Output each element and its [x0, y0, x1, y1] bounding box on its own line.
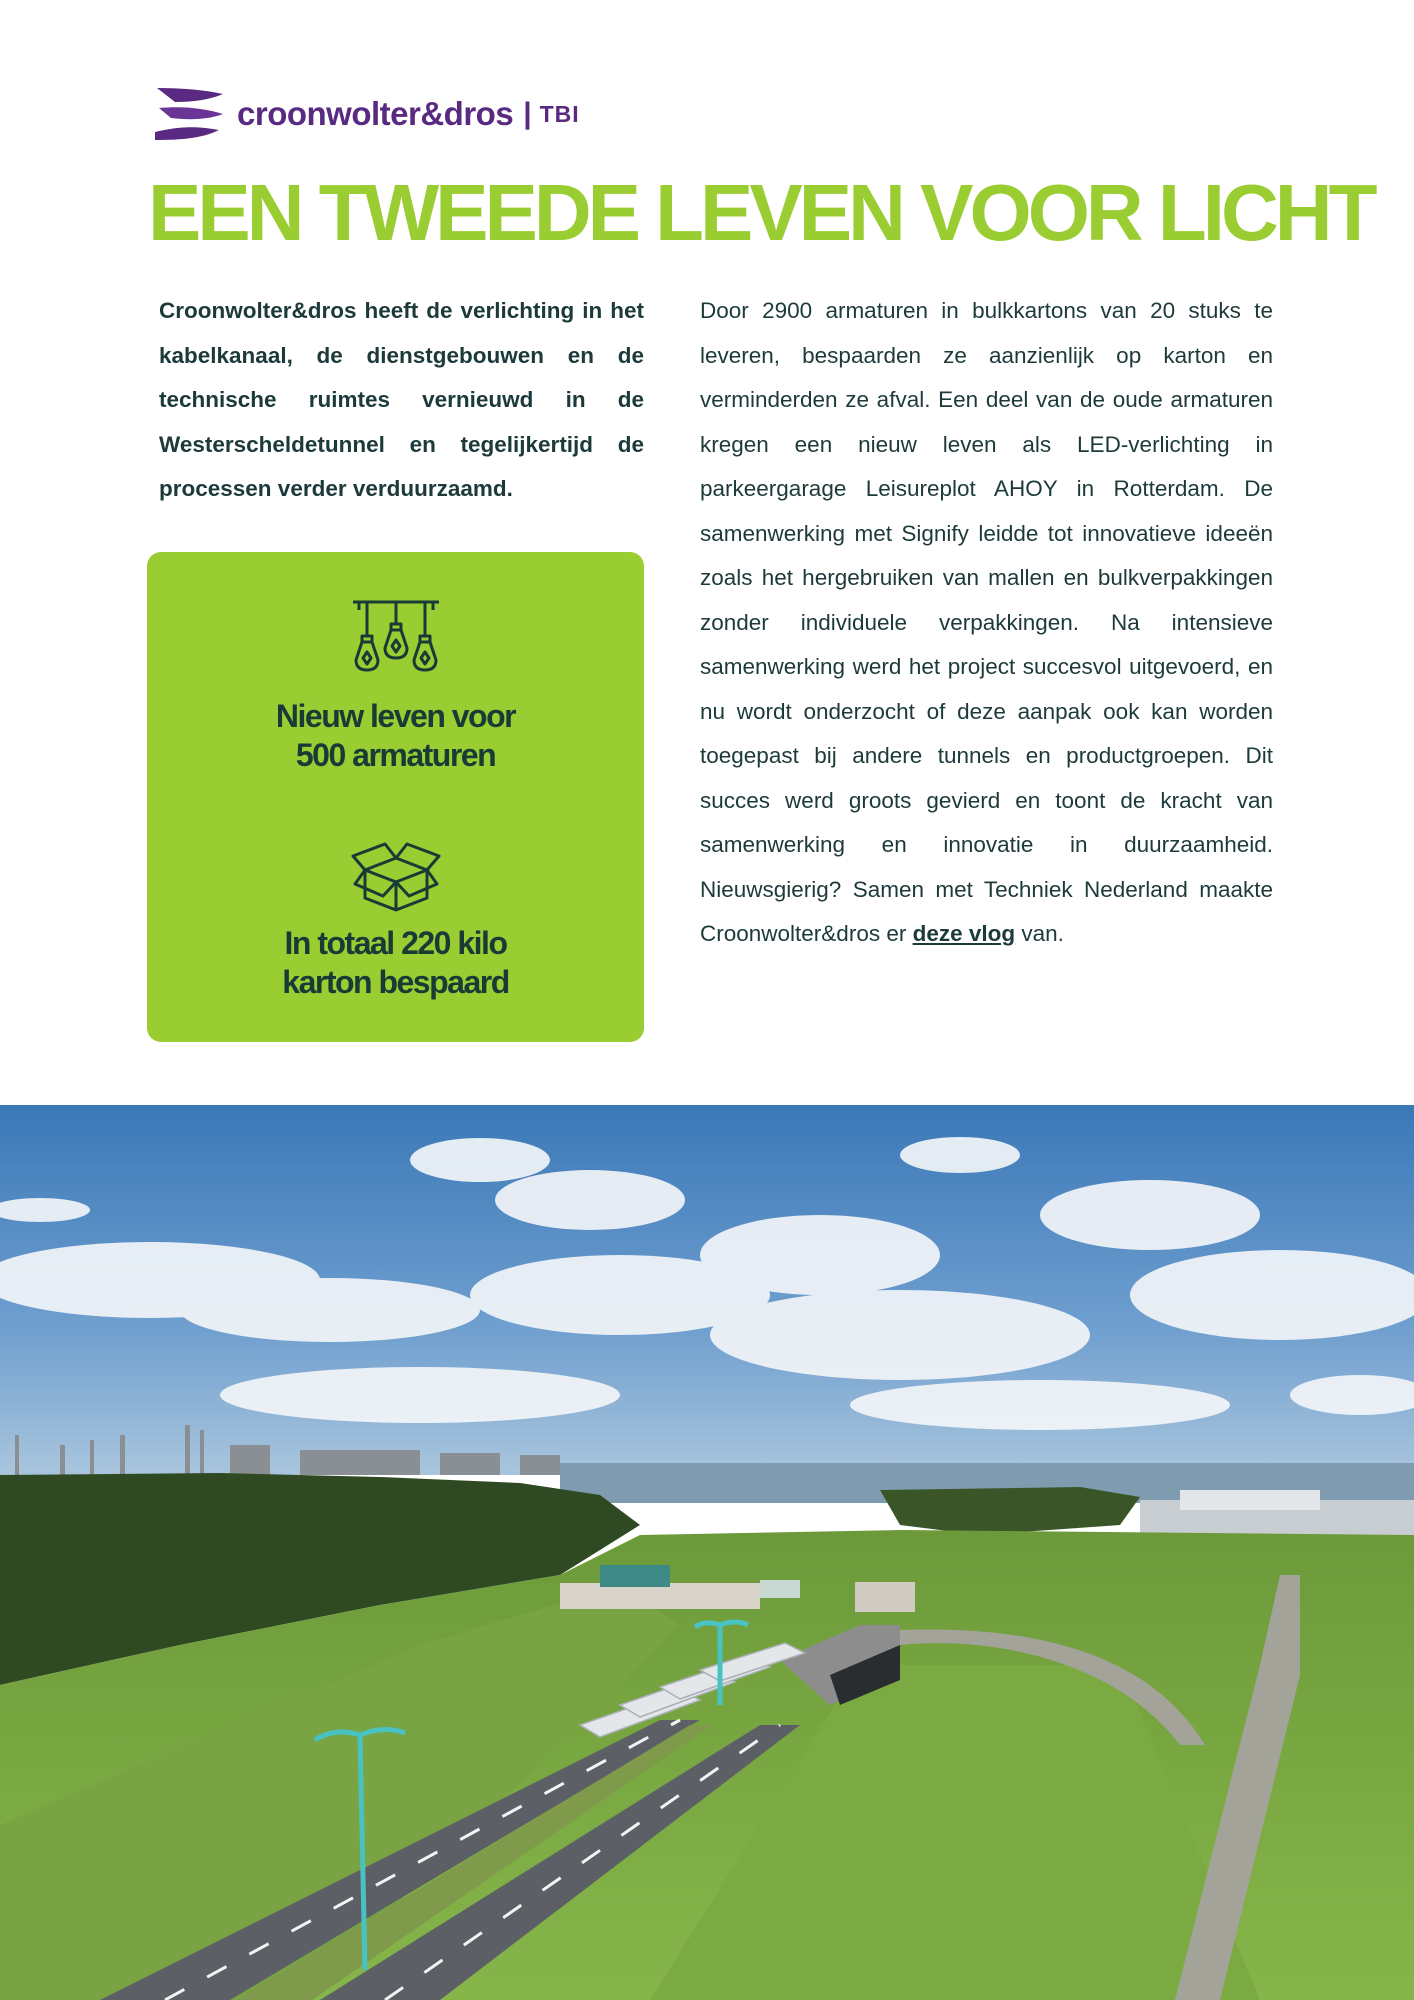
tunnel-aerial-photo	[0, 1105, 1414, 2000]
brand-name: croonwolter&dros	[237, 95, 514, 132]
brand-group: TBI	[539, 100, 580, 127]
landscape-illustration	[0, 1105, 1414, 2000]
body-text-end: van.	[1015, 921, 1064, 946]
page-title: EEN TWEEDE LEVEN VOOR LICHT	[148, 168, 1374, 257]
stat-armaturen-line2: 500 armaturen	[295, 737, 496, 773]
open-box-icon	[351, 836, 441, 914]
intro-paragraph: Croonwolter&dros heeft de verlichting in het kabelkanaal, de dienstgebouwen en de technische ruimtes vernieuwd in de Westerscheldetunnel en tegelijkertijd de processen verder verduurzaamd.	[159, 298, 644, 501]
stat-armaturen-line1: Nieuw leven voor	[275, 698, 516, 734]
stat-karton-line1: In totaal 220 kilo	[284, 925, 507, 961]
stat-karton-line2: karton bespaard	[282, 964, 509, 1000]
stat-armaturen	[147, 697, 644, 775]
stats-panel	[147, 552, 644, 1042]
vlog-link[interactable]: deze vlog	[912, 921, 1016, 946]
brand-separator: |	[523, 97, 532, 130]
body-text: Door 2900 armaturen in bulkkartons van 20 stuks te leveren, bespaarden ze aanzienlijk op karton en verminderden ze afval. Een deel van de oude armaturen kregen een nieuw leven als LED-verlichting in parkeergarage Leisureplot AHOY in Rotterdam. De samenwerking met Signify leidde tot innovatieve ideeën zoals het hergebruiken van mallen en bulkverpakkingen zonder individuele verpakkingen. Na intensieve samenwerking werd het project succesvol uitgevoerd, en nu wordt onderzocht of deze aanpak ook kan worden toegepast bij andere tunnels en productgroepen. Dit succes werd groots gevierd en toont de kracht van samenwerking en innovatie in duurzaamheid. Nieuwsgierig? Samen met Techniek Nederland maakte Croonwolter&dros er	[700, 298, 1273, 946]
croonwolter-logo-icon	[153, 86, 225, 142]
body-paragraph	[700, 289, 1273, 957]
pendant-lamps-icon	[351, 596, 441, 676]
brand-logo	[153, 84, 580, 144]
stat-karton	[147, 924, 644, 1002]
